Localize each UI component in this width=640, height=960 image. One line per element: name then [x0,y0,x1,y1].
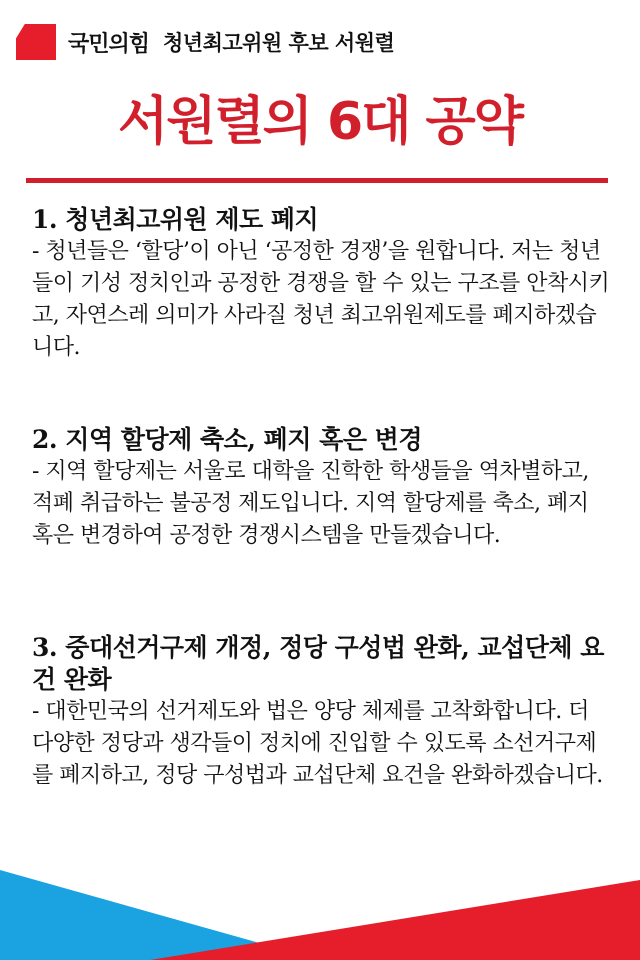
footer-red-stripe [150,880,640,960]
page-title: 서원렬의 6대 공약 [117,92,522,152]
pledge-1 [32,204,612,364]
title-divider [26,178,608,183]
header [16,20,394,64]
pledge-heading: 1. 청년최고위원 제도 폐지 [32,205,319,234]
candidate-label: 청년최고위원 후보 서원렬 [163,31,395,55]
pledge-2 [32,424,612,552]
party-logo-icon [16,24,56,60]
pledge-body: - 대한민국의 선거제도와 법은 양당 체제를 고착화합니다. 더 다양한 정당과 생각들이 정치에 진입할 수 있도록 소선거구제를 폐지하고, 정당 구성법과 교섭단체 요건을 완화하겠습니다. [32,699,603,788]
pledge-body: - 청년들은 ‘할당’이 아닌 ‘공정한 경쟁’을 원합니다. 저는 청년들이 기성 정치인과 공정한 경쟁을 할 수 있는 구조를 안착시키고, 자연스레 의미가 사라질 청년 최고위원제도를 폐지하겠습니다. [32,239,610,360]
pledge-body: - 지역 할당제는 서울로 대학을 진학한 학생들을 역차별하고, 적폐 취급하는 불공정 제도입니다. 지역 할당제를 축소, 폐지 혹은 변경하여 공정한 경쟁시스템을 만들겠습니다. [32,459,589,548]
pledge-3 [32,632,612,792]
pledge-heading: 3. 중대선거구제 개정, 정당 구성법 완화, 교섭단체 요건 완화 [32,633,604,694]
footer-decoration [0,870,640,960]
party-name: 국민의힘 [68,31,150,57]
pledge-heading: 2. 지역 할당제 축소, 폐지 혹은 변경 [32,425,422,454]
